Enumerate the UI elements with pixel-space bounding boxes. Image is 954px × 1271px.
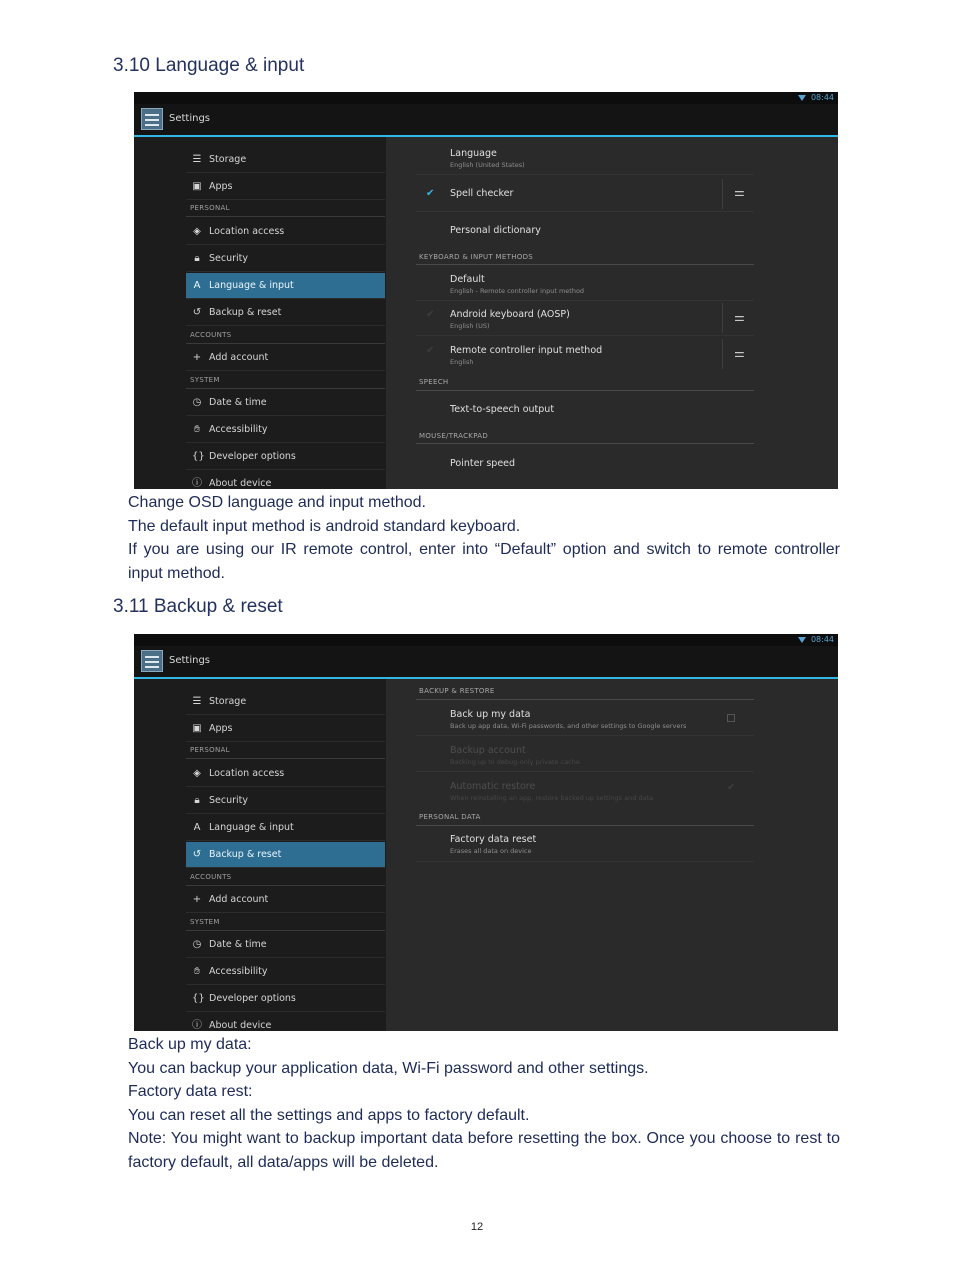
- info-icon: ⓘ: [192, 1020, 202, 1031]
- backup-data-summary: Back up app data, Wi-Fi passwords, and other settings to Google servers: [450, 722, 687, 730]
- nav-label: Location access: [209, 768, 285, 779]
- nav-item-date-time[interactable]: [186, 390, 385, 416]
- status-time: 08:44: [810, 635, 834, 644]
- nav-item-language[interactable]: [186, 273, 385, 299]
- nav-item-apps[interactable]: [186, 716, 385, 742]
- nav-label: Date & time: [209, 397, 267, 408]
- storage-icon: ☰: [192, 696, 202, 707]
- backup-account-summary: Backing up to debug-only private cache: [450, 758, 580, 766]
- nav-item-developer[interactable]: [186, 986, 385, 1012]
- clock-icon: ◷: [192, 939, 202, 950]
- nav-label: Storage: [209, 154, 247, 165]
- paragraph: The default input method is android standard keyboard.: [128, 517, 521, 535]
- nav-item-storage[interactable]: [186, 147, 385, 173]
- action-bar: [134, 646, 838, 679]
- language-title[interactable]: Language: [450, 148, 497, 159]
- speech-section-header: SPEECH: [419, 378, 449, 386]
- apps-icon: ▣: [192, 723, 202, 734]
- section1-text: [128, 491, 840, 585]
- section-heading-backup-reset: 3.11 Backup & reset: [113, 596, 283, 617]
- nav-header-accounts: ACCOUNTS: [190, 331, 232, 339]
- settings-nav-pane: [134, 137, 386, 489]
- nav-item-location[interactable]: [186, 219, 385, 245]
- nav-label: Developer options: [209, 993, 296, 1004]
- spell-checker-checkbox[interactable]: ✔: [426, 188, 435, 199]
- storage-icon: ☰: [192, 154, 202, 165]
- backup-data-title[interactable]: Back up my data: [450, 709, 531, 720]
- hand-icon: ✋︎: [194, 966, 200, 977]
- settings-app-icon[interactable]: [141, 108, 163, 130]
- automatic-restore-title: Automatic restore: [450, 781, 536, 792]
- plus-icon: +: [192, 894, 202, 905]
- nav-item-about[interactable]: [186, 1013, 385, 1031]
- nav-header-system: SYSTEM: [190, 376, 220, 384]
- backup-icon: ↺: [192, 307, 202, 318]
- nav-header-personal: PERSONAL: [190, 204, 230, 212]
- nav-item-backup[interactable]: [186, 842, 385, 868]
- apps-icon: ▣: [192, 181, 202, 192]
- language-icon: A: [193, 280, 201, 291]
- nav-label: Apps: [209, 181, 233, 192]
- status-bar: [134, 634, 838, 646]
- app-title: Settings: [169, 113, 211, 124]
- factory-reset-summary: Erases all data on device: [450, 847, 532, 855]
- paragraph: Note: You might want to backup important data before resetting the box. Once you choose to rest to factory default, all data/apps will be deleted.: [128, 1130, 840, 1171]
- nav-header-accounts: ACCOUNTS: [190, 873, 232, 881]
- location-icon: ◈: [193, 768, 201, 779]
- language-icon: A: [193, 822, 201, 833]
- default-summary: English - Remote controller input method: [450, 287, 585, 295]
- paragraph: You can backup your application data, Wi-Fi password and other settings.: [128, 1059, 649, 1077]
- section2-text: [128, 1033, 840, 1174]
- screenshot-language-input: [134, 92, 838, 489]
- clock-icon: ◷: [192, 397, 202, 408]
- nav-item-security[interactable]: [186, 788, 385, 814]
- hand-icon: ✋︎: [194, 424, 200, 435]
- nav-item-apps[interactable]: [186, 174, 385, 200]
- nav-item-backup[interactable]: [186, 300, 385, 326]
- language-summary: English (United States): [450, 161, 525, 169]
- spell-checker-settings-icon[interactable]: ⚌: [734, 185, 745, 199]
- braces-icon: {}: [192, 451, 205, 462]
- remote-input-title[interactable]: Remote controller input method: [450, 345, 603, 356]
- nav-item-developer[interactable]: [186, 444, 385, 470]
- nav-label: Location access: [209, 226, 285, 237]
- wifi-icon: [798, 95, 806, 101]
- lock-icon: 🔒︎: [194, 795, 200, 806]
- action-bar: [134, 104, 838, 137]
- backup-data-checkbox[interactable]: [727, 714, 735, 722]
- paragraph: Change OSD language and input method.: [128, 494, 426, 511]
- screenshot-backup-reset: [134, 634, 838, 1031]
- aosp-keyboard-summary: English (US): [450, 322, 490, 330]
- nav-label: Backup & reset: [209, 849, 282, 860]
- nav-label: Language & input: [209, 280, 294, 291]
- nav-label: Add account: [209, 352, 269, 363]
- nav-item-add-account[interactable]: [186, 345, 385, 371]
- location-icon: ◈: [193, 226, 201, 237]
- status-time: 08:44: [810, 93, 834, 102]
- paragraph: Back up my data:: [128, 1036, 252, 1053]
- settings-app-icon[interactable]: [141, 650, 163, 672]
- factory-reset-title[interactable]: Factory data reset: [450, 834, 537, 845]
- aosp-keyboard-settings-icon[interactable]: ⚌: [734, 310, 745, 324]
- remote-input-summary: English: [450, 358, 474, 366]
- lock-icon: 🔒︎: [194, 253, 200, 264]
- aosp-keyboard-checkbox[interactable]: ✔: [426, 309, 435, 320]
- backup-section-header: BACKUP & RESTORE: [419, 687, 495, 695]
- nav-label: About device: [209, 478, 272, 489]
- braces-icon: {}: [192, 993, 205, 1004]
- paragraph: Factory data rest:: [128, 1083, 253, 1100]
- nav-label: Language & input: [209, 822, 294, 833]
- status-bar: [134, 92, 838, 104]
- nav-item-about[interactable]: [186, 471, 385, 489]
- nav-item-location[interactable]: [186, 761, 385, 787]
- nav-label: Security: [209, 253, 249, 264]
- mouse-section-header: MOUSE/TRACKPAD: [419, 432, 489, 440]
- automatic-restore-checkbox: ✔: [727, 782, 736, 793]
- backup-account-title: Backup account: [450, 745, 526, 756]
- nav-label: Apps: [209, 723, 233, 734]
- tts-output-title[interactable]: Text-to-speech output: [450, 404, 555, 415]
- section-heading-language-input: 3.10 Language & input: [113, 55, 305, 76]
- nav-label: Security: [209, 795, 249, 806]
- nav-header-personal: PERSONAL: [190, 746, 230, 754]
- settings-nav-pane: [134, 679, 386, 1031]
- aosp-keyboard-title[interactable]: Android keyboard (AOSP): [450, 309, 570, 320]
- nav-label: Storage: [209, 696, 247, 707]
- default-title[interactable]: Default: [450, 274, 485, 285]
- paragraph: You can reset all the settings and apps to factory default.: [128, 1106, 530, 1124]
- nav-label: About device: [209, 1020, 272, 1031]
- remote-input-settings-icon[interactable]: ⚌: [734, 346, 745, 360]
- info-icon: ⓘ: [192, 478, 202, 489]
- nav-header-system: SYSTEM: [190, 918, 220, 926]
- nav-label: Backup & reset: [209, 307, 282, 318]
- nav-label: Add account: [209, 894, 269, 905]
- nav-label: Accessibility: [209, 966, 268, 977]
- page-number: 12: [470, 1221, 484, 1233]
- app-title: Settings: [169, 655, 211, 666]
- nav-item-language[interactable]: [186, 815, 385, 841]
- personal-dictionary-title[interactable]: Personal dictionary: [450, 225, 541, 236]
- nav-label: Accessibility: [209, 424, 268, 435]
- nav-item-accessibility[interactable]: [186, 417, 385, 443]
- automatic-restore-summary: When reinstalling an app, restore backed up settings and data: [450, 794, 654, 802]
- nav-item-add-account[interactable]: [186, 887, 385, 913]
- nav-label: Developer options: [209, 451, 296, 462]
- nav-item-accessibility[interactable]: [186, 959, 385, 985]
- paragraph: If you are using our IR remote control, enter into “Default” option and switch to remote controller input method.: [128, 541, 840, 582]
- remote-input-checkbox[interactable]: ✔: [426, 345, 435, 356]
- backup-icon: ↺: [192, 849, 202, 860]
- keyboard-section-header: KEYBOARD & INPUT METHODS: [419, 253, 533, 261]
- nav-item-date-time[interactable]: [186, 932, 385, 958]
- pointer-speed-title[interactable]: Pointer speed: [450, 458, 516, 469]
- personal-data-section-header: PERSONAL DATA: [419, 813, 481, 821]
- plus-icon: +: [192, 352, 202, 363]
- nav-label: Date & time: [209, 939, 267, 950]
- wifi-icon: [798, 637, 806, 643]
- nav-item-storage[interactable]: [186, 689, 385, 715]
- nav-item-security[interactable]: [186, 246, 385, 272]
- spell-checker-title[interactable]: Spell checker: [450, 188, 514, 199]
